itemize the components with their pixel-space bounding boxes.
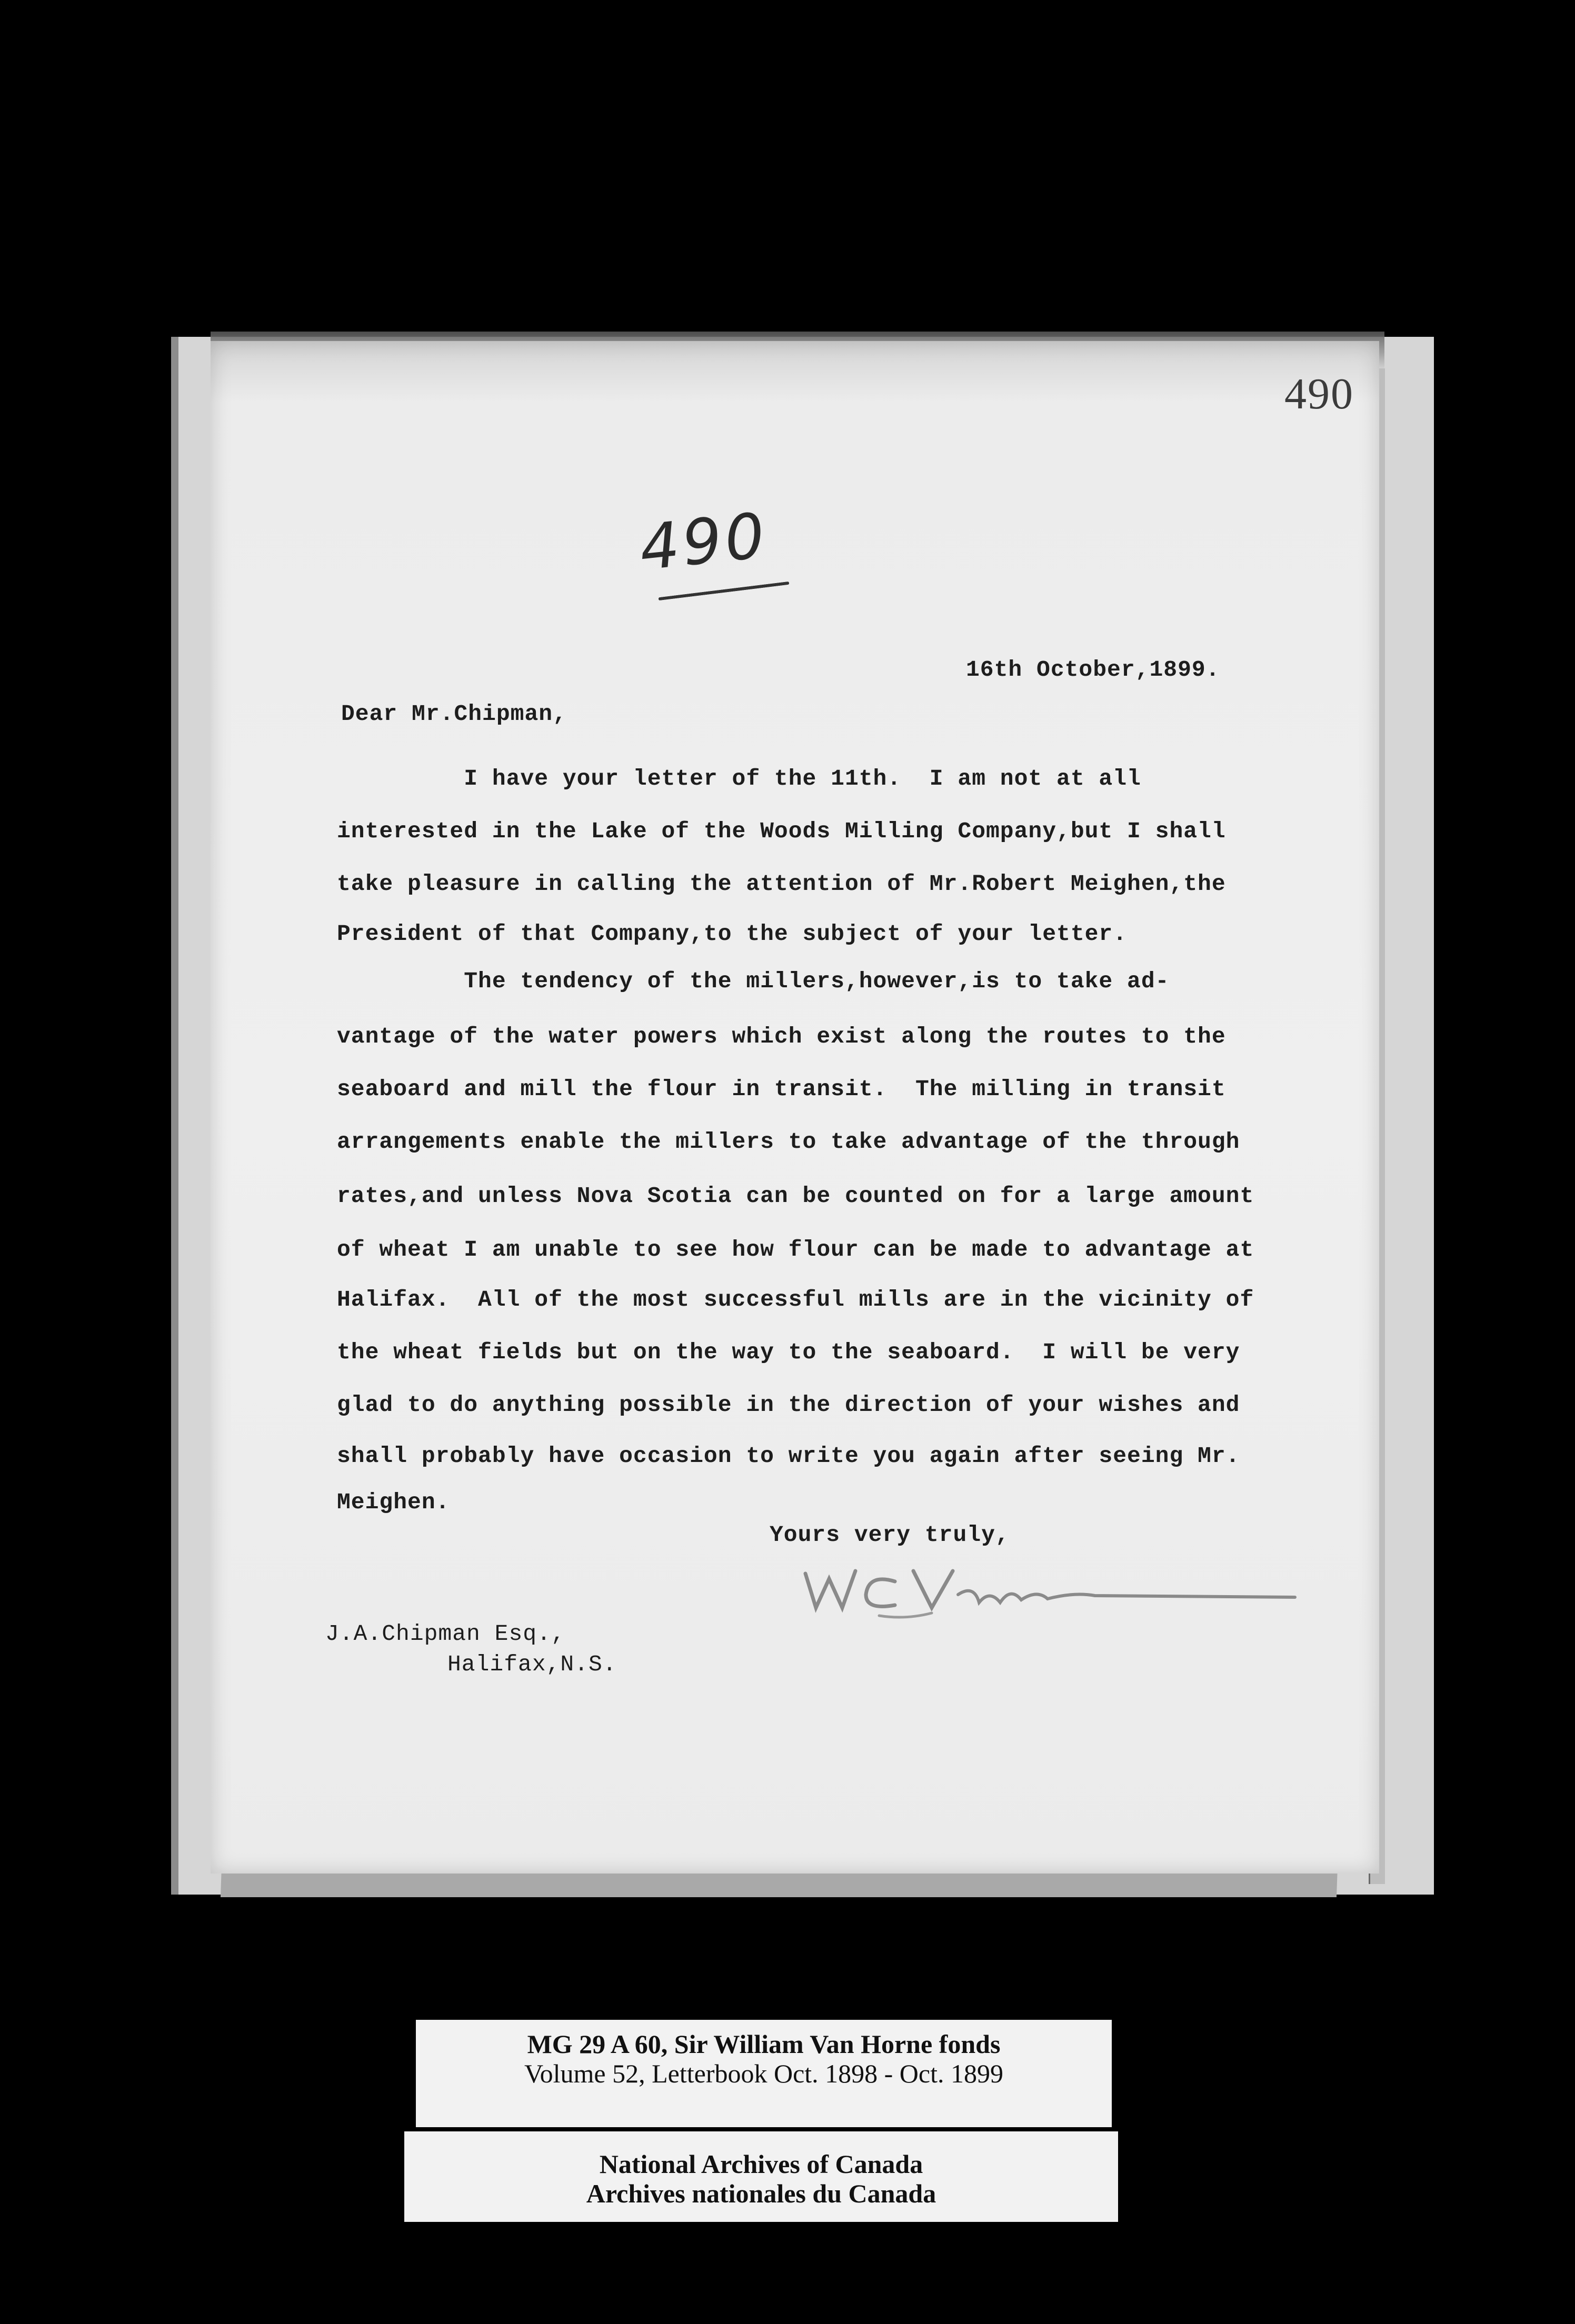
body-line: Halifax. All of the most successful mills are in the vicinity of (337, 1287, 1254, 1313)
body-line: of wheat I am unable to see how flour can be made to advantage at (337, 1237, 1254, 1263)
addressee-place: Halifax,N.S. (447, 1651, 617, 1677)
body-line: glad to do anything possible in the direction of your wishes and (337, 1392, 1240, 1418)
institution-french: Archives nationales du Canada (586, 2179, 936, 2208)
handwritten-signature (800, 1558, 1305, 1621)
body-line: The tendency of the millers,however,is to take ad- (337, 968, 1170, 994)
archive-fonds-line: MG 29 A 60, Sir William Van Horne fonds (527, 2029, 1001, 2059)
body-line: rates,and unless Nova Scotia can be counted on for a large amount (337, 1183, 1254, 1209)
letter-closing: Yours very truly, (770, 1522, 1010, 1548)
archive-volume-line: Volume 52, Letterbook Oct. 1898 - Oct. 1899 (524, 2059, 1004, 2088)
addressee-name: J.A.Chipman Esq., (325, 1621, 565, 1647)
institution-english: National Archives of Canada (599, 2149, 923, 2179)
body-line: shall probably have occasion to write you again after seeing Mr. (337, 1443, 1240, 1469)
letter-date: 16th October,1899. (966, 657, 1220, 683)
letter-salutation: Dear Mr.Chipman, (341, 701, 567, 727)
institution-label (404, 2131, 1118, 2222)
body-line: I have your letter of the 11th. I am not at all (337, 766, 1141, 792)
body-line: the wheat fields but on the way to the seaboard. I will be very (337, 1339, 1240, 1365)
body-line: interested in the Lake of the Woods Milling Company,but I shall (337, 818, 1226, 844)
body-line: seaboard and mill the flour in transit. The milling in transit (337, 1076, 1226, 1102)
body-line: vantage of the water powers which exist along the routes to the (337, 1024, 1226, 1049)
archive-reference-label (416, 2020, 1112, 2127)
body-line: Meighen. (337, 1489, 450, 1515)
folio-stamp-number: 490 (1284, 369, 1354, 418)
body-line: take pleasure in calling the attention of Mr.Robert Meighen,the (337, 871, 1226, 897)
body-line: arrangements enable the millers to take advantage of the through (337, 1129, 1240, 1155)
body-line: President of that Company,to the subject of your letter. (337, 921, 1128, 947)
handwritten-folio-number: 490 (636, 498, 771, 585)
